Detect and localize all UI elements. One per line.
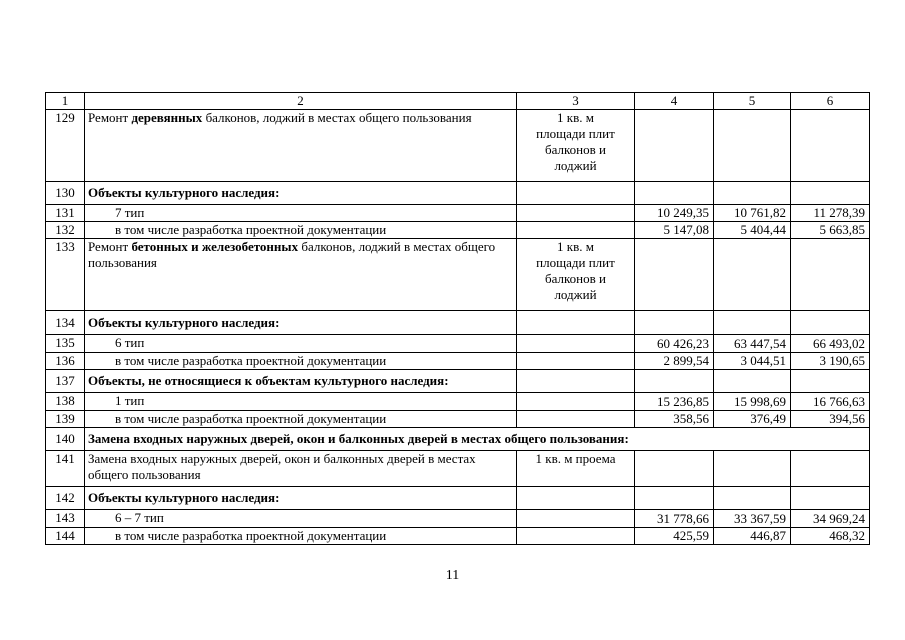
- value-col-6: [791, 487, 870, 510]
- row-description: Замена входных наружных дверей, окон и балконных дверей в местах общего пользования: [85, 451, 517, 487]
- value-col-6: 16 766,63: [791, 393, 870, 411]
- table-row-141: [46, 451, 870, 487]
- description-bold: Объекты, не относящиеся к объектам культурного наследия:: [88, 373, 449, 388]
- row-number: 131: [46, 205, 85, 222]
- unit-text: 1 кв. м площади плит балконов и лоджий: [536, 110, 615, 173]
- row-description: [85, 311, 517, 335]
- value-col-4: [635, 239, 714, 311]
- value-col-4: 15 236,85: [635, 393, 714, 411]
- value-col-6: [791, 370, 870, 393]
- table-row-137: [46, 370, 870, 393]
- value-col-4: [635, 182, 714, 205]
- row-description: 6 – 7 тип: [85, 510, 517, 528]
- table-row-129: [46, 110, 870, 182]
- value-col-5: 10 761,82: [714, 205, 791, 222]
- row-number: 143: [46, 510, 85, 528]
- value-col-6: 66 493,02: [791, 335, 870, 353]
- page-number: 11: [445, 568, 460, 583]
- table-row-139: [46, 411, 870, 428]
- row-description: [85, 487, 517, 510]
- value-col-5: 446,87: [714, 528, 791, 545]
- description-bold: Объекты культурного наследия:: [88, 185, 280, 200]
- row-unit: [517, 528, 635, 545]
- value-col-6: 394,56: [791, 411, 870, 428]
- unit-text: 1 кв. м площади плит балконов и лоджий: [536, 239, 615, 302]
- row-number: 136: [46, 353, 85, 370]
- value-col-4: [635, 311, 714, 335]
- header-cell-6: 6: [791, 93, 870, 110]
- row-number: 144: [46, 528, 85, 545]
- row-unit: [517, 239, 635, 311]
- row-unit: [517, 205, 635, 222]
- value-col-5: 63 447,54: [714, 335, 791, 353]
- description-bold: Замена входных наружных дверей, окон и балконных дверей в местах общего пользования:: [88, 431, 629, 446]
- value-col-5: [714, 239, 791, 311]
- row-description: [85, 110, 517, 182]
- value-col-6: 3 190,65: [791, 353, 870, 370]
- row-section-title: [85, 428, 870, 451]
- row-number: 138: [46, 393, 85, 411]
- row-unit: [517, 353, 635, 370]
- row-number: 139: [46, 411, 85, 428]
- value-col-5: 33 367,59: [714, 510, 791, 528]
- description-text: Ремонт: [88, 239, 132, 254]
- value-col-4: 5 147,08: [635, 222, 714, 239]
- value-col-5: [714, 311, 791, 335]
- row-unit: [517, 393, 635, 411]
- value-col-5: 15 998,69: [714, 393, 791, 411]
- table-row-143: [46, 510, 870, 528]
- table-row-130: [46, 182, 870, 205]
- description-text: Ремонт: [88, 110, 132, 125]
- value-col-4: [635, 451, 714, 487]
- value-col-4: 358,56: [635, 411, 714, 428]
- value-col-4: 2 899,54: [635, 353, 714, 370]
- value-col-5: [714, 487, 791, 510]
- value-col-5: [714, 451, 791, 487]
- value-col-6: [791, 311, 870, 335]
- rates-table: [45, 92, 870, 545]
- table-row-132: [46, 222, 870, 239]
- value-col-5: 3 044,51: [714, 353, 791, 370]
- table-row-140: [46, 428, 870, 451]
- table-row-134: [46, 311, 870, 335]
- value-col-4: [635, 110, 714, 182]
- header-cell-5: 5: [714, 93, 791, 110]
- value-col-5: 376,49: [714, 411, 791, 428]
- table-row-131: [46, 205, 870, 222]
- header-row: [46, 93, 870, 110]
- table-row-133: [46, 239, 870, 311]
- row-unit: [517, 411, 635, 428]
- table-row-135: [46, 335, 870, 353]
- row-description: в том числе разработка проектной документации: [85, 411, 517, 428]
- row-unit: [517, 370, 635, 393]
- value-col-4: 31 778,66: [635, 510, 714, 528]
- row-description: в том числе разработка проектной документации: [85, 222, 517, 239]
- description-bold: деревянных: [131, 110, 203, 125]
- row-unit: 1 кв. м проема: [517, 451, 635, 487]
- value-col-5: [714, 182, 791, 205]
- row-description: [85, 182, 517, 205]
- value-col-6: [791, 110, 870, 182]
- value-col-6: [791, 182, 870, 205]
- row-unit: [517, 510, 635, 528]
- value-col-6: [791, 451, 870, 487]
- row-unit: [517, 335, 635, 353]
- value-col-5: [714, 370, 791, 393]
- row-unit: [517, 487, 635, 510]
- table-row-136: [46, 353, 870, 370]
- row-number: 141: [46, 451, 85, 487]
- value-col-4: [635, 370, 714, 393]
- row-description: в том числе разработка проектной документации: [85, 528, 517, 545]
- value-col-6: [791, 239, 870, 311]
- header-cell-1: 1: [46, 93, 85, 110]
- row-description: 1 тип: [85, 393, 517, 411]
- value-col-4: 60 426,23: [635, 335, 714, 353]
- value-col-5: 5 404,44: [714, 222, 791, 239]
- description-bold: Объекты культурного наследия:: [88, 490, 280, 505]
- value-col-4: 10 249,35: [635, 205, 714, 222]
- row-number: 134: [46, 311, 85, 335]
- value-col-6: 11 278,39: [791, 205, 870, 222]
- row-number: 135: [46, 335, 85, 353]
- value-col-6: 5 663,85: [791, 222, 870, 239]
- row-number: 129: [46, 110, 85, 182]
- row-unit: [517, 222, 635, 239]
- row-description: 6 тип: [85, 335, 517, 353]
- row-unit: [517, 311, 635, 335]
- table-row-144: [46, 528, 870, 545]
- description-bold: Объекты культурного наследия:: [88, 314, 280, 330]
- value-col-4: 425,59: [635, 528, 714, 545]
- row-unit: [517, 182, 635, 205]
- value-col-6: 468,32: [791, 528, 870, 545]
- row-number: 137: [46, 370, 85, 393]
- description-bold: бетонных и железобетонных: [131, 239, 299, 254]
- value-col-6: 34 969,24: [791, 510, 870, 528]
- value-col-4: [635, 487, 714, 510]
- row-description: 7 тип: [85, 205, 517, 222]
- row-number: 133: [46, 239, 85, 311]
- row-number: 130: [46, 182, 85, 205]
- row-description: [85, 370, 517, 393]
- description-text-cont: балконов, лоджий в местах общего пользования: [88, 239, 496, 270]
- row-number: 132: [46, 222, 85, 239]
- row-description: в том числе разработка проектной документации: [85, 353, 517, 370]
- table-row-138: [46, 393, 870, 411]
- row-description: [85, 239, 517, 311]
- row-number: 142: [46, 487, 85, 510]
- header-cell-3: 3: [517, 93, 635, 110]
- row-unit: [517, 110, 635, 182]
- value-col-5: [714, 110, 791, 182]
- header-cell-2: 2: [85, 93, 517, 110]
- row-number: 140: [46, 428, 85, 451]
- description-text-cont: балконов, лоджий в местах общего пользования: [202, 110, 472, 125]
- table-row-142: [46, 487, 870, 510]
- header-cell-4: 4: [635, 93, 714, 110]
